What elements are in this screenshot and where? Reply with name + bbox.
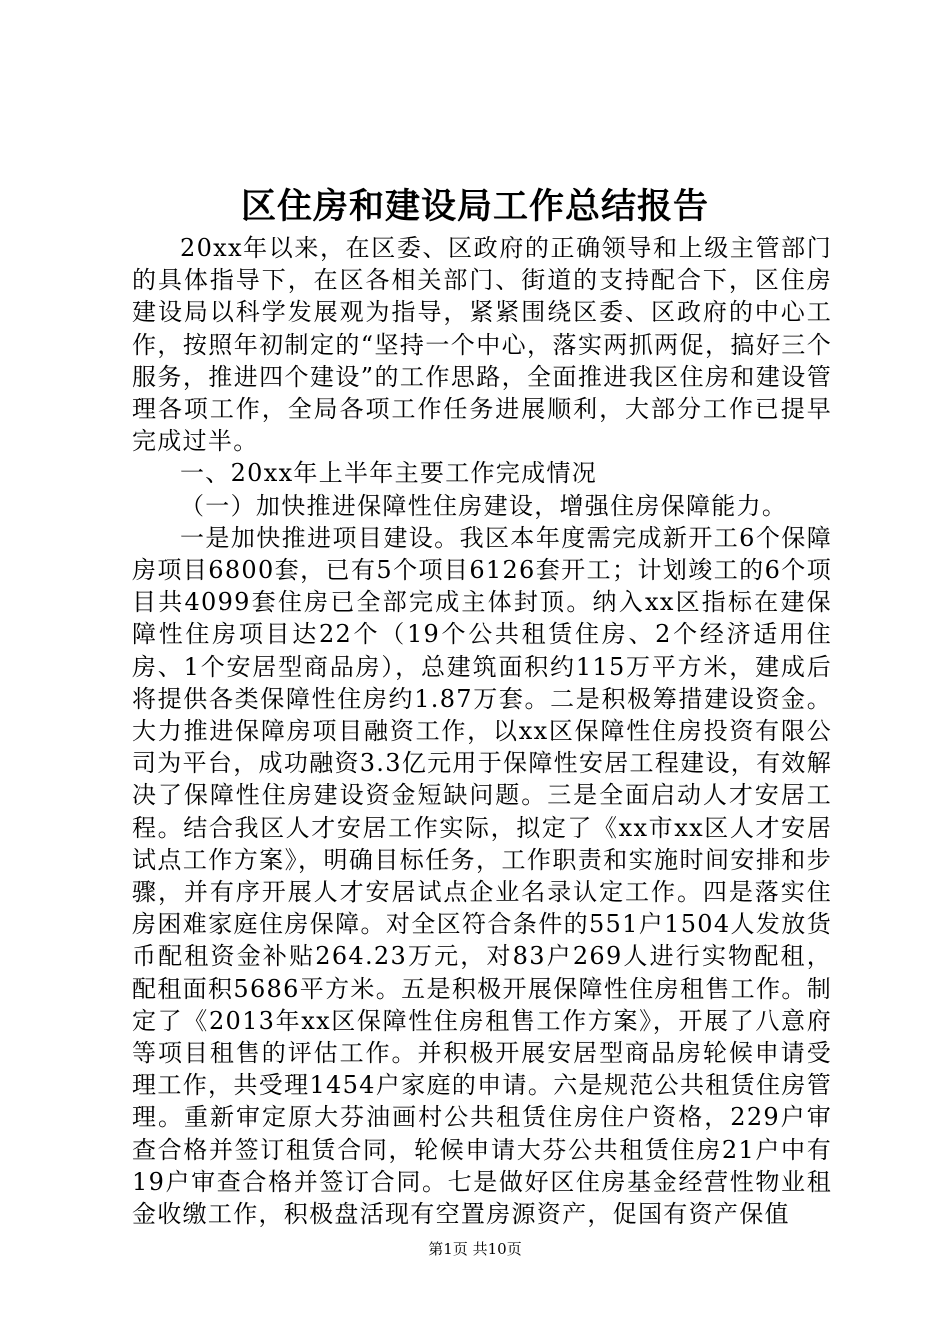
body-paragraph: 一是加快推进项目建设。我区本年度需完成新开工6个保障房项目6800套，已有5个项目6126套开工；计划竣工的6个项目共4099套住房已全部完成主体封顶。纳入xx区指标在建保障性住房项目达22个（19个公共租赁住房、2个经济适用住房、1个安居型商品房），总建筑面积约115万平方米，建成后将提供各类保障性住房约1.87万套。二是积极筹措建设资金。大力推进保障房项目融资工作，以xx区保障性住房投资有限公司为平台，成功融资3.3亿元用于保障性安居工程建设，有效解决了保障性住房建设资金短缺问题。三是全面启动人才安居工程。结合我区人才安居工作实际，拟定了《xx市xx区人才安居试点工作方案》，明确目标任务，工作职责和实施时间安排和步骤，并有序开展人才安居试点企业名录认定工作。四是落实住房困难家庭住房保障。对全区符合条件的551户1504人发放货币配租资金补贴264.23万元，对83户269人进行实物配租，配租面积5686平方米。五是积极开展保障性住房租售工作。制定了《2013年xx区保障性住房租售工作方案》，开展了八意府等项目租售的评估工作。并积极开展安居型商品房轮候申请受理工作，共受理1454户家庭的申请。六是规范公共租赁住房管理。重新审定原大芬油画村公共租赁住房住户资格，229户审查合格并签订租赁合同，轮候申请大芬公共租赁住房21户中有19户审查合格并签订合同。七是做好区住房基金经营性物业租金收缴工作，积极盘活现有空置房源资产，促国有资产保值 bbox=[132, 523, 832, 1229]
subsection-heading: （一）加快推进保障性住房建设，增强住房保障能力。 bbox=[180, 491, 788, 520]
intro-paragraph: 20xx年以来，在区委、区政府的正确领导和上级主管部门的具体指导下，在区各相关部门、街道的支持配合下，区住房建设局以科学发展观为指导，紧紧围绕区委、区政府的中心工作，按照年初制定的“坚持一个中心，落实两抓两促，搞好三个服务，推进四个建设”的工作思路，全面推进我区住房和建设管理各项工作，全局各项工作任务进展顺利，大部分工作已提早完成过半。 bbox=[132, 234, 832, 456]
document-title: 区住房和建设局工作总结报告 bbox=[240, 186, 709, 227]
document-body bbox=[132, 232, 832, 1230]
page-footer: 第1页 共10页 bbox=[428, 1240, 522, 1258]
section-heading: 一、20xx年上半年主要工作完成情况 bbox=[180, 459, 598, 488]
